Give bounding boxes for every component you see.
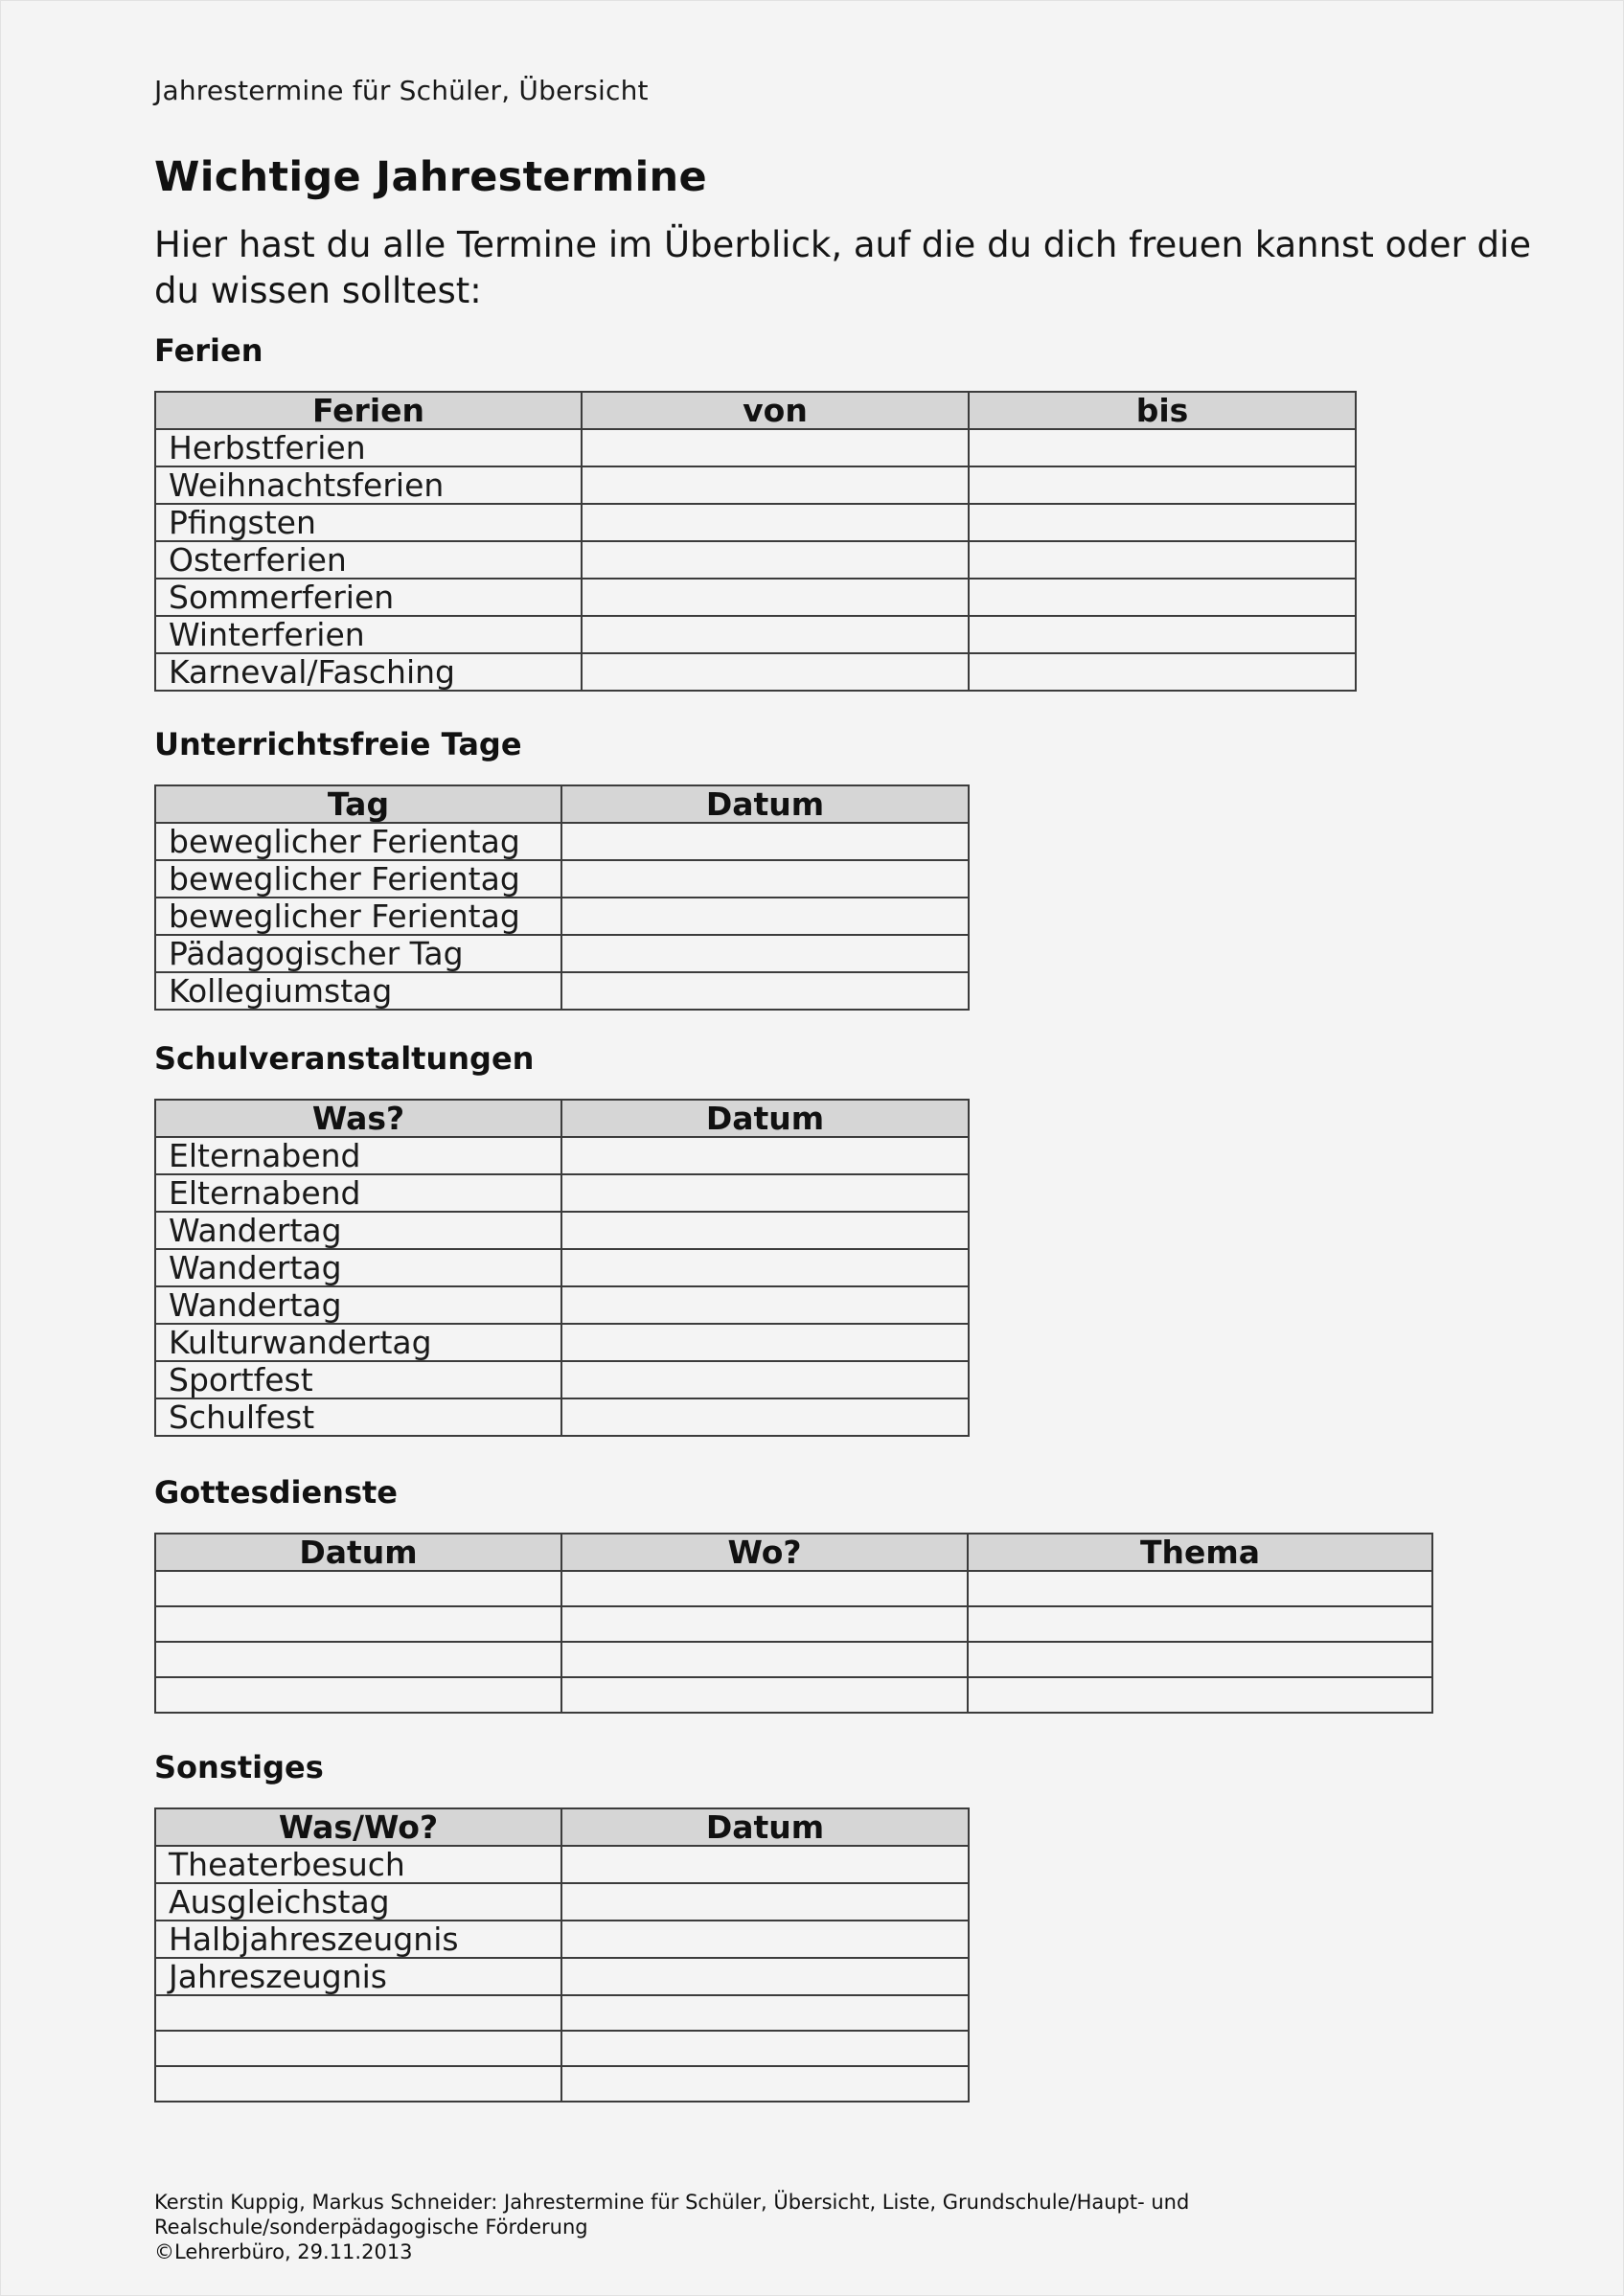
row-label-cell	[155, 1571, 561, 1606]
table-ferien	[154, 391, 1357, 692]
date-entry-cell	[561, 2066, 969, 2102]
row-label-cell: Pfingsten	[155, 504, 582, 541]
column-header: Ferien	[155, 392, 582, 429]
table-row	[155, 541, 1356, 579]
section-heading-unterrichtsfreie-tage: Unterrichtsfreie Tage	[154, 726, 522, 762]
table-row	[155, 616, 1356, 653]
table-row	[155, 504, 1356, 541]
row-label-cell: beweglicher Ferientag	[155, 898, 561, 935]
row-label-cell	[155, 1642, 561, 1677]
date-entry-cell	[561, 1174, 969, 1212]
column-header: Datum	[561, 785, 969, 823]
date-entry-cell	[561, 1958, 969, 1995]
date-entry-cell	[969, 616, 1356, 653]
table-row	[155, 1137, 969, 1174]
date-entry-cell	[561, 1137, 969, 1174]
table-sonstiges	[154, 1807, 970, 2103]
date-entry-cell	[969, 504, 1356, 541]
date-entry-cell	[582, 653, 969, 691]
row-label-cell: Ausgleichstag	[155, 1883, 561, 1921]
column-header: Thema	[968, 1534, 1432, 1571]
row-label-cell: Wandertag	[155, 1286, 561, 1324]
table-gottesdienste	[154, 1533, 1433, 1714]
date-entry-cell	[969, 579, 1356, 616]
row-label-cell: Weihnachtsferien	[155, 466, 582, 504]
date-entry-cell	[561, 935, 969, 972]
date-entry-cell	[561, 1249, 969, 1286]
section-heading-gottesdienste: Gottesdienste	[154, 1474, 398, 1511]
table-unterrichtsfreie-tage	[154, 784, 970, 1011]
row-label-cell	[155, 1606, 561, 1642]
table-row	[155, 1921, 969, 1958]
date-entry-cell	[561, 1606, 968, 1642]
date-entry-cell	[561, 823, 969, 860]
row-label-cell: Herbstferien	[155, 429, 582, 466]
row-label-cell: Theaterbesuch	[155, 1846, 561, 1883]
row-label-cell: beweglicher Ferientag	[155, 823, 561, 860]
footer-line: Kerstin Kuppig, Markus Schneider: Jahrestermine für Schüler, Übersicht, Liste, Grundschule/Haupt- und	[154, 2191, 1190, 2214]
table-row	[155, 1846, 969, 1883]
row-label-cell: Schulfest	[155, 1398, 561, 1436]
table-row	[155, 1212, 969, 1249]
column-header: Datum	[561, 1100, 969, 1137]
table-row	[155, 898, 969, 935]
date-entry-cell	[582, 541, 969, 579]
table-row	[155, 972, 969, 1010]
row-label-cell: Kollegiumstag	[155, 972, 561, 1010]
date-entry-cell	[968, 1606, 1432, 1642]
table-row	[155, 860, 969, 898]
table-row	[155, 1995, 969, 2031]
date-entry-cell	[969, 541, 1356, 579]
date-entry-cell	[561, 1677, 968, 1713]
date-entry-cell	[561, 1361, 969, 1398]
table-row	[155, 2066, 969, 2102]
intro-text: Hier hast du alle Termine im Überblick, auf die du dich freuen kannst oder die du wissen solltest:	[154, 224, 1531, 311]
row-label-cell	[155, 1677, 561, 1713]
table-row	[155, 466, 1356, 504]
row-label-cell: Pädagogischer Tag	[155, 935, 561, 972]
table-row	[155, 1883, 969, 1921]
table-row	[155, 579, 1356, 616]
row-label-cell: Jahreszeugnis	[155, 1958, 561, 1995]
page-title: Wichtige Jahrestermine	[154, 153, 707, 201]
table-row	[155, 823, 969, 860]
table-row	[155, 1606, 1432, 1642]
table-row	[155, 935, 969, 972]
section-heading-sonstiges: Sonstiges	[154, 1749, 324, 1785]
date-entry-cell	[582, 466, 969, 504]
table-row	[155, 1174, 969, 1212]
date-entry-cell	[561, 1324, 969, 1361]
table-row	[155, 429, 1356, 466]
column-header: Datum	[561, 1808, 969, 1846]
date-entry-cell	[561, 898, 969, 935]
row-label-cell: Sportfest	[155, 1361, 561, 1398]
row-label-cell	[155, 2066, 561, 2102]
row-label-cell	[155, 1995, 561, 2031]
row-label-cell: Winterferien	[155, 616, 582, 653]
date-entry-cell	[561, 1286, 969, 1324]
section-heading-ferien: Ferien	[154, 332, 263, 369]
column-header: Wo?	[561, 1534, 968, 1571]
date-entry-cell	[561, 1883, 969, 1921]
table-row	[155, 1249, 969, 1286]
column-header: von	[582, 392, 969, 429]
document-header: Jahrestermine für Schüler, Übersicht	[154, 75, 649, 106]
date-entry-cell	[582, 616, 969, 653]
row-label-cell: Halbjahreszeugnis	[155, 1921, 561, 1958]
date-entry-cell	[969, 429, 1356, 466]
table-row	[155, 1398, 969, 1436]
table-schulveranstaltungen	[154, 1099, 970, 1437]
row-label-cell: Kulturwandertag	[155, 1324, 561, 1361]
date-entry-cell	[561, 2031, 969, 2066]
row-label-cell: Elternabend	[155, 1174, 561, 1212]
section-heading-schulveranstaltungen: Schulveranstaltungen	[154, 1040, 535, 1077]
date-entry-cell	[561, 860, 969, 898]
row-label-cell: Sommerferien	[155, 579, 582, 616]
date-entry-cell	[561, 1571, 968, 1606]
footer-copyright: ©Lehrerbüro, 29.11.2013	[154, 2240, 413, 2263]
date-entry-cell	[561, 1212, 969, 1249]
table-row	[155, 1286, 969, 1324]
date-entry-cell	[561, 1846, 969, 1883]
column-header: Was/Wo?	[155, 1808, 561, 1846]
date-entry-cell	[968, 1677, 1432, 1713]
column-header: Was?	[155, 1100, 561, 1137]
date-entry-cell	[968, 1642, 1432, 1677]
date-entry-cell	[582, 579, 969, 616]
date-entry-cell	[561, 972, 969, 1010]
date-entry-cell	[582, 504, 969, 541]
table-row	[155, 1361, 969, 1398]
date-entry-cell	[968, 1571, 1432, 1606]
column-header: bis	[969, 392, 1356, 429]
date-entry-cell	[561, 1642, 968, 1677]
date-entry-cell	[969, 653, 1356, 691]
table-row	[155, 653, 1356, 691]
row-label-cell: Wandertag	[155, 1249, 561, 1286]
row-label-cell	[155, 2031, 561, 2066]
footer-citation	[154, 2190, 1189, 2264]
column-header: Tag	[155, 785, 561, 823]
table-row	[155, 1571, 1432, 1606]
table-row	[155, 1642, 1432, 1677]
date-entry-cell	[561, 1995, 969, 2031]
date-entry-cell	[969, 466, 1356, 504]
footer-line: Realschule/sonderpädagogische Förderung	[154, 2216, 588, 2239]
row-label-cell: Karneval/Fasching	[155, 653, 582, 691]
date-entry-cell	[582, 429, 969, 466]
row-label-cell: beweglicher Ferientag	[155, 860, 561, 898]
table-row	[155, 2031, 969, 2066]
table-row	[155, 1324, 969, 1361]
date-entry-cell	[561, 1398, 969, 1436]
row-label-cell: Elternabend	[155, 1137, 561, 1174]
row-label-cell: Osterferien	[155, 541, 582, 579]
table-row	[155, 1958, 969, 1995]
row-label-cell: Wandertag	[155, 1212, 561, 1249]
column-header: Datum	[155, 1534, 561, 1571]
date-entry-cell	[561, 1921, 969, 1958]
table-row	[155, 1677, 1432, 1713]
